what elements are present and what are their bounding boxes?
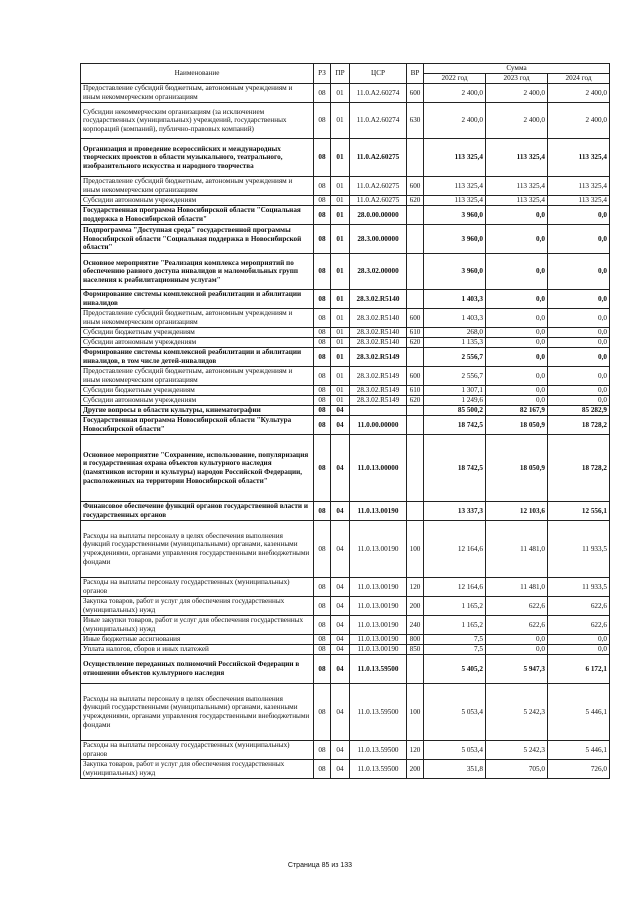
table-row <box>81 435 610 502</box>
cell-y2023: 622,6 <box>486 616 548 635</box>
cell-y2022: 2 556,7 <box>424 348 486 367</box>
cell-y2023: 113 325,4 <box>486 139 548 177</box>
cell-y2022: 18 742,5 <box>424 416 486 435</box>
cell-rz: 08 <box>314 760 331 779</box>
cell-vr: 200 <box>407 760 424 779</box>
cell-y2022: 113 325,4 <box>424 196 486 206</box>
cell-csr: 28.3.00.00000 <box>350 225 407 254</box>
cell-csr: 11.0.13.59500 <box>350 741 407 760</box>
cell-csr <box>350 406 407 416</box>
cell-vr <box>407 225 424 254</box>
cell-csr: 11.0.А2.60275 <box>350 139 407 177</box>
cell-csr: 11.0.13.00190 <box>350 635 407 645</box>
cell-vr: 630 <box>407 103 424 139</box>
cell-y2022: 1 165,2 <box>424 597 486 616</box>
cell-csr: 28.3.02.R5140 <box>350 328 407 338</box>
cell-csr: 11.0.13.00190 <box>350 616 407 635</box>
cell-y2022: 1 403,3 <box>424 290 486 309</box>
cell-y2023: 2 400,0 <box>486 103 548 139</box>
cell-pr: 01 <box>331 348 350 367</box>
cell-name: Расходы на выплаты персоналу в целях обеспечения выполнения функций государственными (муниципальными) органами, казенными учреждениями, органами управления государственными внебюджетными фондами <box>81 684 314 741</box>
cell-name: Расходы на выплаты персоналу в целях обеспечения выполнения функций государственными (муниципальными) органами, казенными учреждениями, органами управления государственными внебюджетными фондами <box>81 521 314 578</box>
cell-y2022: 5 405,2 <box>424 655 486 684</box>
cell-name: Уплата налогов, сборов и иных платежей <box>81 645 314 655</box>
cell-csr: 28.3.02.00000 <box>350 254 407 290</box>
cell-y2024: 11 933,5 <box>548 578 610 597</box>
cell-rz: 08 <box>314 196 331 206</box>
cell-y2024: 18 728,2 <box>548 435 610 502</box>
cell-vr: 600 <box>407 367 424 386</box>
cell-pr: 04 <box>331 760 350 779</box>
cell-rz: 08 <box>314 367 331 386</box>
cell-y2022: 18 742,5 <box>424 435 486 502</box>
cell-y2022: 12 164,6 <box>424 578 486 597</box>
cell-name: Субсидии автономным учреждениям <box>81 338 314 348</box>
cell-y2023: 82 167,9 <box>486 406 548 416</box>
cell-pr: 04 <box>331 578 350 597</box>
cell-y2024: 6 172,1 <box>548 655 610 684</box>
cell-vr <box>407 348 424 367</box>
cell-y2023: 5 947,3 <box>486 655 548 684</box>
cell-y2024: 0,0 <box>548 309 610 328</box>
cell-y2022: 1 165,2 <box>424 616 486 635</box>
cell-rz: 08 <box>314 416 331 435</box>
cell-rz: 08 <box>314 435 331 502</box>
cell-y2024: 622,6 <box>548 616 610 635</box>
cell-pr: 01 <box>331 177 350 196</box>
cell-rz: 08 <box>314 741 331 760</box>
cell-y2022: 1 249,6 <box>424 396 486 406</box>
cell-rz: 08 <box>314 521 331 578</box>
cell-y2022: 1 403,3 <box>424 309 486 328</box>
table-row <box>81 741 610 760</box>
cell-name: Субсидии бюджетным учреждениям <box>81 328 314 338</box>
cell-y2023: 5 242,3 <box>486 684 548 741</box>
cell-y2023: 0,0 <box>486 635 548 645</box>
cell-y2024: 726,0 <box>548 760 610 779</box>
cell-pr: 04 <box>331 635 350 645</box>
table-row <box>81 521 610 578</box>
table-row <box>81 655 610 684</box>
cell-vr: 600 <box>407 309 424 328</box>
cell-rz: 08 <box>314 348 331 367</box>
cell-y2022: 13 337,3 <box>424 502 486 521</box>
cell-y2024: 113 325,4 <box>548 177 610 196</box>
cell-csr: 28.0.00.00000 <box>350 206 407 225</box>
cell-y2024: 12 556,1 <box>548 502 610 521</box>
cell-rz: 08 <box>314 225 331 254</box>
table-row <box>81 103 610 139</box>
cell-y2023: 2 400,0 <box>486 84 548 103</box>
cell-name: Формирование системы комплексной реабилитации и абилитации инвалидов, в том числе детей-инвалидов <box>81 348 314 367</box>
cell-y2022: 2 400,0 <box>424 84 486 103</box>
cell-name: Расходы на выплаты персоналу государственных (муниципальных) органов <box>81 578 314 597</box>
table-row <box>81 502 610 521</box>
cell-rz: 08 <box>314 290 331 309</box>
cell-rz: 08 <box>314 139 331 177</box>
cell-y2022: 3 960,0 <box>424 206 486 225</box>
cell-csr: 11.0.А2.60275 <box>350 196 407 206</box>
cell-name: Закупка товаров, работ и услуг для обеспечения государственных (муниципальных) нужд <box>81 597 314 616</box>
cell-vr: 610 <box>407 328 424 338</box>
cell-y2022: 1 307,1 <box>424 386 486 396</box>
table-row <box>81 367 610 386</box>
cell-name: Основное мероприятие "Реализация комплекса мероприятий по обеспечению равного доступа инвалидов и маломобильных групп населения к реабилитационным услугам" <box>81 254 314 290</box>
cell-vr: 100 <box>407 684 424 741</box>
cell-vr <box>407 206 424 225</box>
cell-csr: 28.3.02.R5149 <box>350 396 407 406</box>
cell-pr: 01 <box>331 84 350 103</box>
cell-pr: 01 <box>331 367 350 386</box>
table-row <box>81 177 610 196</box>
cell-rz: 08 <box>314 655 331 684</box>
cell-vr: 610 <box>407 386 424 396</box>
cell-name: Государственная программа Новосибирской области "Культура Новосибирской области" <box>81 416 314 435</box>
cell-vr: 120 <box>407 741 424 760</box>
header-rz: РЗ <box>314 64 331 84</box>
cell-y2024: 2 400,0 <box>548 84 610 103</box>
cell-vr: 240 <box>407 616 424 635</box>
cell-rz: 08 <box>314 84 331 103</box>
cell-y2024: 0,0 <box>548 328 610 338</box>
cell-name: Субсидии автономным учреждениям <box>81 196 314 206</box>
header-year-2024: 2024 год <box>548 74 610 84</box>
cell-y2024: 0,0 <box>548 348 610 367</box>
table-row <box>81 225 610 254</box>
cell-pr: 04 <box>331 741 350 760</box>
cell-rz: 08 <box>314 406 331 416</box>
cell-y2022: 2 400,0 <box>424 103 486 139</box>
cell-y2024: 0,0 <box>548 386 610 396</box>
cell-y2023: 0,0 <box>486 645 548 655</box>
cell-name: Субсидии автономным учреждениям <box>81 396 314 406</box>
table-row <box>81 645 610 655</box>
cell-vr <box>407 416 424 435</box>
cell-y2023: 0,0 <box>486 328 548 338</box>
cell-y2022: 7,5 <box>424 645 486 655</box>
cell-y2024: 0,0 <box>548 290 610 309</box>
cell-vr: 620 <box>407 396 424 406</box>
table-row <box>81 406 610 416</box>
cell-csr: 11.0.13.00190 <box>350 502 407 521</box>
cell-name: Предоставление субсидий бюджетным, автономным учреждениям и иным некоммерческим организациям <box>81 309 314 328</box>
cell-vr: 200 <box>407 597 424 616</box>
cell-rz: 08 <box>314 206 331 225</box>
cell-rz: 08 <box>314 396 331 406</box>
cell-vr <box>407 254 424 290</box>
cell-y2023: 113 325,4 <box>486 196 548 206</box>
cell-rz: 08 <box>314 328 331 338</box>
header-pr: ПР <box>331 64 350 84</box>
cell-pr: 04 <box>331 616 350 635</box>
table-row <box>81 597 610 616</box>
cell-name: Предоставление субсидий бюджетным, автономным учреждениям и иным некоммерческим организациям <box>81 84 314 103</box>
cell-y2022: 268,0 <box>424 328 486 338</box>
cell-y2023: 0,0 <box>486 290 548 309</box>
cell-name: Субсидии бюджетным учреждениям <box>81 386 314 396</box>
cell-pr: 04 <box>331 597 350 616</box>
cell-y2024: 11 933,5 <box>548 521 610 578</box>
table-row <box>81 309 610 328</box>
cell-name: Закупка товаров, работ и услуг для обеспечения государственных (муниципальных) нужд <box>81 760 314 779</box>
cell-rz: 08 <box>314 386 331 396</box>
cell-name: Иные закупки товаров, работ и услуг для обеспечения государственных (муниципальных) нужд <box>81 616 314 635</box>
cell-y2022: 85 500,2 <box>424 406 486 416</box>
cell-vr: 100 <box>407 521 424 578</box>
cell-csr: 11.0.13.59500 <box>350 684 407 741</box>
cell-csr: 11.0.00.00000 <box>350 416 407 435</box>
cell-pr: 01 <box>331 386 350 396</box>
cell-name: Подпрограмма "Доступная среда" государственной программы Новосибирской области "Социальная поддержка в Новосибирской области" <box>81 225 314 254</box>
cell-pr: 01 <box>331 225 350 254</box>
cell-pr: 04 <box>331 406 350 416</box>
cell-pr: 01 <box>331 309 350 328</box>
cell-pr: 01 <box>331 254 350 290</box>
table-header <box>81 64 610 84</box>
cell-y2024: 0,0 <box>548 367 610 386</box>
cell-y2024: 5 446,1 <box>548 684 610 741</box>
cell-y2022: 12 164,6 <box>424 521 486 578</box>
cell-vr: 620 <box>407 196 424 206</box>
cell-rz: 08 <box>314 645 331 655</box>
cell-pr: 04 <box>331 435 350 502</box>
cell-y2022: 3 960,0 <box>424 225 486 254</box>
cell-y2023: 705,0 <box>486 760 548 779</box>
cell-y2024: 113 325,4 <box>548 139 610 177</box>
table-row <box>81 635 610 645</box>
cell-y2022: 113 325,4 <box>424 139 486 177</box>
cell-y2024: 0,0 <box>548 635 610 645</box>
table-row <box>81 386 610 396</box>
cell-name: Предоставление субсидий бюджетным, автономным учреждениям и иным некоммерческим организациям <box>81 177 314 196</box>
cell-pr: 04 <box>331 502 350 521</box>
cell-y2023: 0,0 <box>486 348 548 367</box>
table-row <box>81 348 610 367</box>
cell-y2024: 85 282,9 <box>548 406 610 416</box>
cell-csr: 28.3.02.R5140 <box>350 290 407 309</box>
cell-name: Государственная программа Новосибирской области "Социальная поддержка в Новосибирской области" <box>81 206 314 225</box>
cell-vr <box>407 502 424 521</box>
cell-name: Основное мероприятие "Сохранение, использование, популяризация и государственная охрана объектов культурного наследия (памятников истории и культуры) народов Российской Федерации, расположенных на территории Новосибирской области" <box>81 435 314 502</box>
cell-pr: 01 <box>331 290 350 309</box>
cell-y2023: 0,0 <box>486 386 548 396</box>
cell-y2024: 0,0 <box>548 206 610 225</box>
cell-vr: 600 <box>407 84 424 103</box>
cell-y2022: 5 053,4 <box>424 684 486 741</box>
table-row <box>81 338 610 348</box>
cell-vr <box>407 435 424 502</box>
cell-y2023: 113 325,4 <box>486 177 548 196</box>
cell-csr: 11.0.13.59500 <box>350 760 407 779</box>
cell-vr: 850 <box>407 645 424 655</box>
cell-csr: 11.0.А2.60275 <box>350 177 407 196</box>
cell-csr: 11.0.13.00190 <box>350 578 407 597</box>
cell-pr: 04 <box>331 655 350 684</box>
header-sum: Сумма <box>424 64 610 74</box>
cell-y2023: 12 103,6 <box>486 502 548 521</box>
cell-y2023: 11 481,0 <box>486 578 548 597</box>
cell-y2023: 18 050,9 <box>486 416 548 435</box>
cell-rz: 08 <box>314 502 331 521</box>
cell-y2023: 0,0 <box>486 225 548 254</box>
cell-pr: 01 <box>331 328 350 338</box>
cell-rz: 08 <box>314 309 331 328</box>
cell-y2024: 0,0 <box>548 338 610 348</box>
cell-y2023: 0,0 <box>486 396 548 406</box>
cell-name: Другие вопросы в области культуры, кинематографии <box>81 406 314 416</box>
cell-y2022: 1 135,3 <box>424 338 486 348</box>
cell-pr: 01 <box>331 206 350 225</box>
cell-csr: 28.3.02.R5140 <box>350 309 407 328</box>
cell-csr: 11.0.13.00190 <box>350 597 407 616</box>
cell-pr: 01 <box>331 338 350 348</box>
cell-y2023: 0,0 <box>486 309 548 328</box>
cell-csr: 28.3.02.R5149 <box>350 386 407 396</box>
cell-y2023: 0,0 <box>486 338 548 348</box>
header-csr: ЦСР <box>350 64 407 84</box>
cell-csr: 28.3.02.R5149 <box>350 367 407 386</box>
cell-y2024: 622,6 <box>548 597 610 616</box>
cell-y2023: 0,0 <box>486 367 548 386</box>
cell-name: Иные бюджетные ассигнования <box>81 635 314 645</box>
cell-name: Осуществление переданных полномочий Российской Федерации в отношении объектов культурного наследия <box>81 655 314 684</box>
table-row <box>81 290 610 309</box>
cell-y2024: 0,0 <box>548 645 610 655</box>
cell-rz: 08 <box>314 635 331 645</box>
cell-y2022: 7,5 <box>424 635 486 645</box>
cell-rz: 08 <box>314 177 331 196</box>
cell-rz: 08 <box>314 684 331 741</box>
cell-csr: 28.3.02.R5149 <box>350 348 407 367</box>
table-row <box>81 684 610 741</box>
cell-y2023: 0,0 <box>486 254 548 290</box>
table-row <box>81 616 610 635</box>
cell-y2024: 0,0 <box>548 396 610 406</box>
table-row <box>81 84 610 103</box>
cell-y2024: 0,0 <box>548 225 610 254</box>
table-row <box>81 196 610 206</box>
table-row <box>81 578 610 597</box>
cell-y2022: 5 053,4 <box>424 741 486 760</box>
budget-table-sheet <box>80 63 609 779</box>
cell-y2022: 2 556,7 <box>424 367 486 386</box>
cell-y2022: 351,8 <box>424 760 486 779</box>
cell-pr: 04 <box>331 521 350 578</box>
cell-y2023: 622,6 <box>486 597 548 616</box>
cell-pr: 04 <box>331 684 350 741</box>
header-name: Наименование <box>81 64 314 84</box>
cell-name: Формирование системы комплексной реабилитации и абилитации инвалидов <box>81 290 314 309</box>
budget-table <box>80 63 610 779</box>
table-row <box>81 206 610 225</box>
cell-y2024: 113 325,4 <box>548 196 610 206</box>
table-row <box>81 328 610 338</box>
cell-y2022: 3 960,0 <box>424 254 486 290</box>
table-row <box>81 254 610 290</box>
header-year-2023: 2023 год <box>486 74 548 84</box>
cell-name: Расходы на выплаты персоналу государственных (муниципальных) органов <box>81 741 314 760</box>
header-year-2022: 2022 год <box>424 74 486 84</box>
table-row <box>81 760 610 779</box>
cell-csr: 11.0.А2.60274 <box>350 103 407 139</box>
cell-csr: 11.0.А2.60274 <box>350 84 407 103</box>
cell-y2022: 113 325,4 <box>424 177 486 196</box>
cell-rz: 08 <box>314 597 331 616</box>
cell-y2023: 18 050,9 <box>486 435 548 502</box>
cell-name: Финансовое обеспечение функций органов государственной власти и государственных органов <box>81 502 314 521</box>
cell-vr: 800 <box>407 635 424 645</box>
cell-pr: 04 <box>331 645 350 655</box>
cell-y2023: 11 481,0 <box>486 521 548 578</box>
cell-rz: 08 <box>314 254 331 290</box>
cell-name: Субсидии некоммерческим организациям (за исключением государственных (муниципальных) учреждений, государственных корпораций (компаний), публично-правовых компаний) <box>81 103 314 139</box>
table-body <box>81 84 610 779</box>
cell-vr: 600 <box>407 177 424 196</box>
cell-pr: 04 <box>331 416 350 435</box>
cell-y2024: 5 446,1 <box>548 741 610 760</box>
header-vr: ВР <box>407 64 424 84</box>
table-row <box>81 396 610 406</box>
cell-pr: 01 <box>331 396 350 406</box>
table-row <box>81 416 610 435</box>
cell-csr: 11.0.13.00000 <box>350 435 407 502</box>
cell-name: Предоставление субсидий бюджетным, автономным учреждениям и иным некоммерческим организациям <box>81 367 314 386</box>
cell-rz: 08 <box>314 616 331 635</box>
cell-vr <box>407 406 424 416</box>
cell-vr: 620 <box>407 338 424 348</box>
cell-vr <box>407 290 424 309</box>
cell-name: Организация и проведение всероссийских и международных творческих проектов в области музыкального, театрального, изобразительного искусства и народного творчества <box>81 139 314 177</box>
cell-pr: 01 <box>331 196 350 206</box>
cell-y2024: 0,0 <box>548 254 610 290</box>
cell-rz: 08 <box>314 103 331 139</box>
cell-rz: 08 <box>314 578 331 597</box>
table-row <box>81 139 610 177</box>
cell-csr: 11.0.13.00190 <box>350 645 407 655</box>
cell-y2023: 0,0 <box>486 206 548 225</box>
cell-pr: 01 <box>331 103 350 139</box>
cell-vr <box>407 139 424 177</box>
cell-rz: 08 <box>314 338 331 348</box>
cell-csr: 11.0.13.00190 <box>350 521 407 578</box>
cell-y2024: 18 728,2 <box>548 416 610 435</box>
cell-y2024: 2 400,0 <box>548 103 610 139</box>
page-number: Страница 85 из 133 <box>287 862 353 869</box>
cell-pr: 01 <box>331 139 350 177</box>
cell-y2023: 5 242,3 <box>486 741 548 760</box>
cell-vr <box>407 655 424 684</box>
cell-csr: 28.3.02.R5140 <box>350 338 407 348</box>
cell-vr: 120 <box>407 578 424 597</box>
cell-csr: 11.0.13.59500 <box>350 655 407 684</box>
